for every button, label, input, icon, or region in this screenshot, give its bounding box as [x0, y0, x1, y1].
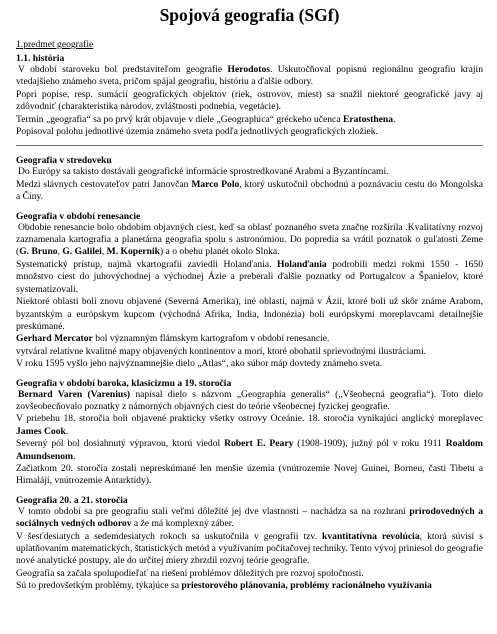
text-run: podrobili medzi rokmi 1550 - 1650 množstvo ciest do juhovýchodnej a východnej Ázie a preberali ďalšie poznatky od Portugalcov a Španielov, ktoré systematizovali. — [16, 258, 484, 295]
section-heading: Geografia 20. a 21. storočia — [16, 494, 128, 506]
bold-term: priestorového plánovania, problémy racionálneho využívania — [181, 580, 432, 592]
bold-term: Holanďania — [277, 258, 327, 270]
text-run: (1908-1909), južný pól v roku 1911 — [293, 438, 446, 450]
text-run: Sú to predovšetkým problémy, týkajúce sa — [16, 580, 182, 592]
text-run: Začiatkom 20. storočia zostali nepreskúmané len menšie územia (vnútrozemie Novej Guinei, Borneu, časti Tibetu a Himalájí, vnútrozemie Antarktídy). — [16, 462, 483, 487]
text-run: V tomto období sa pre geografiu stali veľmi dôležité jej dve vlastnosti – nachádza sa na rozhraní — [18, 505, 410, 517]
section-heading: Geografia v období baroka, klasicizmu a 19. storočia — [16, 377, 232, 389]
paragraph — [16, 89, 483, 114]
text-run: Popri popise, resp. sumácií geografických objektov (riek, ostrovov, miest) sa snažil niektoré geografické javy aj zdôvodniť (charakteristika národov, zvláštnosti podnebia, vegetácie). — [16, 88, 483, 113]
bold-term: G. Galilei — [62, 246, 102, 258]
paragraph — [16, 126, 483, 138]
text-run: Systematický prístup, najmä vkartografii zaviedli Holanďania. — [16, 258, 278, 270]
text-run: Severný pól bol dosiahnutý výpravou, ktorú viedol — [16, 438, 225, 450]
bold-term: James Cook — [16, 425, 66, 437]
text-run: vytváral relatívne kvalitné mapy objavených kontinentov a morí, ktoré obohatil sprievodnými ilustráciami. — [16, 345, 427, 357]
section — [16, 211, 483, 371]
bold-term: Bernard Varen (Varenius) — [18, 388, 131, 400]
paragraph — [16, 506, 483, 531]
bold-term: Marco Polo — [191, 178, 240, 190]
text-run: , — [57, 246, 63, 258]
paragraph — [16, 222, 483, 259]
text-run: Popisoval polohu jednotlivé územia známeho sveta podľa jednotlivých geografických zložiek. — [16, 126, 378, 138]
paragraph — [16, 333, 483, 345]
paragraph — [16, 358, 483, 370]
paragraph — [16, 346, 483, 358]
section-gap — [16, 488, 483, 495]
paragraph — [16, 463, 483, 488]
text-run: Obdobie renesancie bolo obdobím objavných ciest, keď sa oblasť poznaného sveta značne rozšírila .Kvalitatívny rozvoj zaznamenala kartografia a planetárna geografia spolu s astronómiou. Do popredia sa vrátil poznatok o guľatosti Zeme ( — [16, 221, 483, 258]
paragraph — [16, 296, 483, 333]
text-run: . Uskutočňoval popisnú regionálnu geografiu krajín vtedajšieho známeho sveta, pričom spájal geografiu, históriu a ďalšie odbory. — [16, 64, 483, 88]
text-run: napísal dielo s názvom „Geographia generalis“ („Všeobecná geografia“). Toto dielo zovšeobecňovalo poznatky z námorných objavných ciest do teórie všeobecnej fyzickej geografie. — [16, 388, 483, 412]
text-run: . — [73, 450, 76, 462]
chapter-subheading: 1.predmet geografie — [16, 39, 94, 50]
bold-term: Gerhard Mercator — [16, 333, 93, 345]
bold-term: Eratosthena — [342, 113, 394, 125]
paragraph — [16, 179, 483, 204]
text-run: V šesťdesiatych a sedemdesiatych rokoch sa uskutočnila v geografii tzv. — [16, 530, 323, 542]
document-body — [16, 53, 483, 593]
bold-term: Robert E. Peary — [224, 438, 294, 450]
section — [16, 378, 483, 488]
text-run: a že má komplexný záber. — [131, 518, 234, 530]
bold-term: Roaldom Amundsenom — [16, 438, 484, 462]
bold-term: prírodovedných a sociálnych vedných odborov — [16, 505, 483, 530]
text-run: Do Európy sa takisto dostávali geografické informácie sprostredkované Arabmi a Byzantíncami. — [18, 166, 389, 178]
text-run: V priebehu 18. storočia boli objavené prakticky všetky ostrovy Oceánie. 18. storočia vynikajúci anglický moreplavec — [16, 413, 483, 425]
text-run: , ktorý uskutočnil obchodnú a poznávaciu cestu do Mongolska a Číny. — [16, 178, 483, 203]
paragraph — [16, 531, 483, 568]
text-run: ) a o obehu planét okolo Slnka. — [159, 246, 280, 258]
bold-term: kvantitatívna revolúcia — [322, 530, 420, 542]
text-run: Niektoré oblasti boli znovu objavené (Severná Amerika), iné oblasti, najmä v Ázii, ktoré boli už skôr známe Arabom, byzantským a európskym kupcom (východná Afrika, India, Indonézia) boli európskymi moreplavcami detailnejšie preskúmané. — [16, 296, 483, 332]
section — [16, 495, 483, 593]
paragraph — [16, 389, 483, 414]
section-gap — [16, 204, 483, 211]
paragraph — [16, 568, 483, 580]
paragraph — [16, 438, 483, 463]
paragraph — [16, 413, 483, 438]
document-title: Spojová geografia (SGf) — [159, 5, 340, 25]
paragraph — [16, 64, 483, 89]
text-run: Medzi slávnych cestovateľov patrí Janovčan — [16, 178, 192, 190]
paragraph — [16, 114, 483, 126]
section-heading: Geografia v stredoveku — [16, 155, 112, 167]
text-run: V období staroveku bol predstaviteľom geografie — [18, 64, 228, 75]
text-run: . — [393, 113, 396, 125]
section — [16, 155, 483, 203]
paragraph — [16, 580, 483, 592]
text-run: . — [65, 425, 69, 437]
text-run: V roku 1595 vyšlo jeho najvýznamnejšie dielo „Atlas“, ako súbor máp dovtedy známeho sveta. — [16, 358, 383, 370]
text-run: Geografia sa začala spolupodieľať na riešení problémov dôležitých pre rozvoj spoločnosti. — [16, 567, 364, 579]
bold-term: G. Bruno — [19, 246, 58, 258]
bold-term: Herodotos — [227, 64, 270, 75]
text-run: , ktorá súvisí s uplatňovaním matematických, štatistických metód a využívaním počítačovej techniky. Tento vývoj priniesol do geografie nové analytické postupy, ale do určitej miery zbrzdil rozvoj teórie geografie. — [16, 530, 483, 567]
paragraph — [16, 166, 483, 178]
section-gap — [16, 371, 483, 378]
section-heading: 1.1. história — [16, 53, 65, 64]
text-run: Termín „geografia“ sa po prvý krát objavuje v diele „Geographica“ gréckeho učenca — [16, 113, 343, 125]
text-run: bol významným flámskym kartografom v období renesancie. — [92, 333, 330, 345]
section — [16, 53, 483, 138]
paragraph — [16, 259, 483, 296]
text-run: , — [101, 246, 107, 258]
section-heading: Geografia v období renesancie — [16, 210, 141, 222]
bold-term: M. Kopernik — [106, 246, 160, 258]
section-divider — [16, 145, 483, 146]
